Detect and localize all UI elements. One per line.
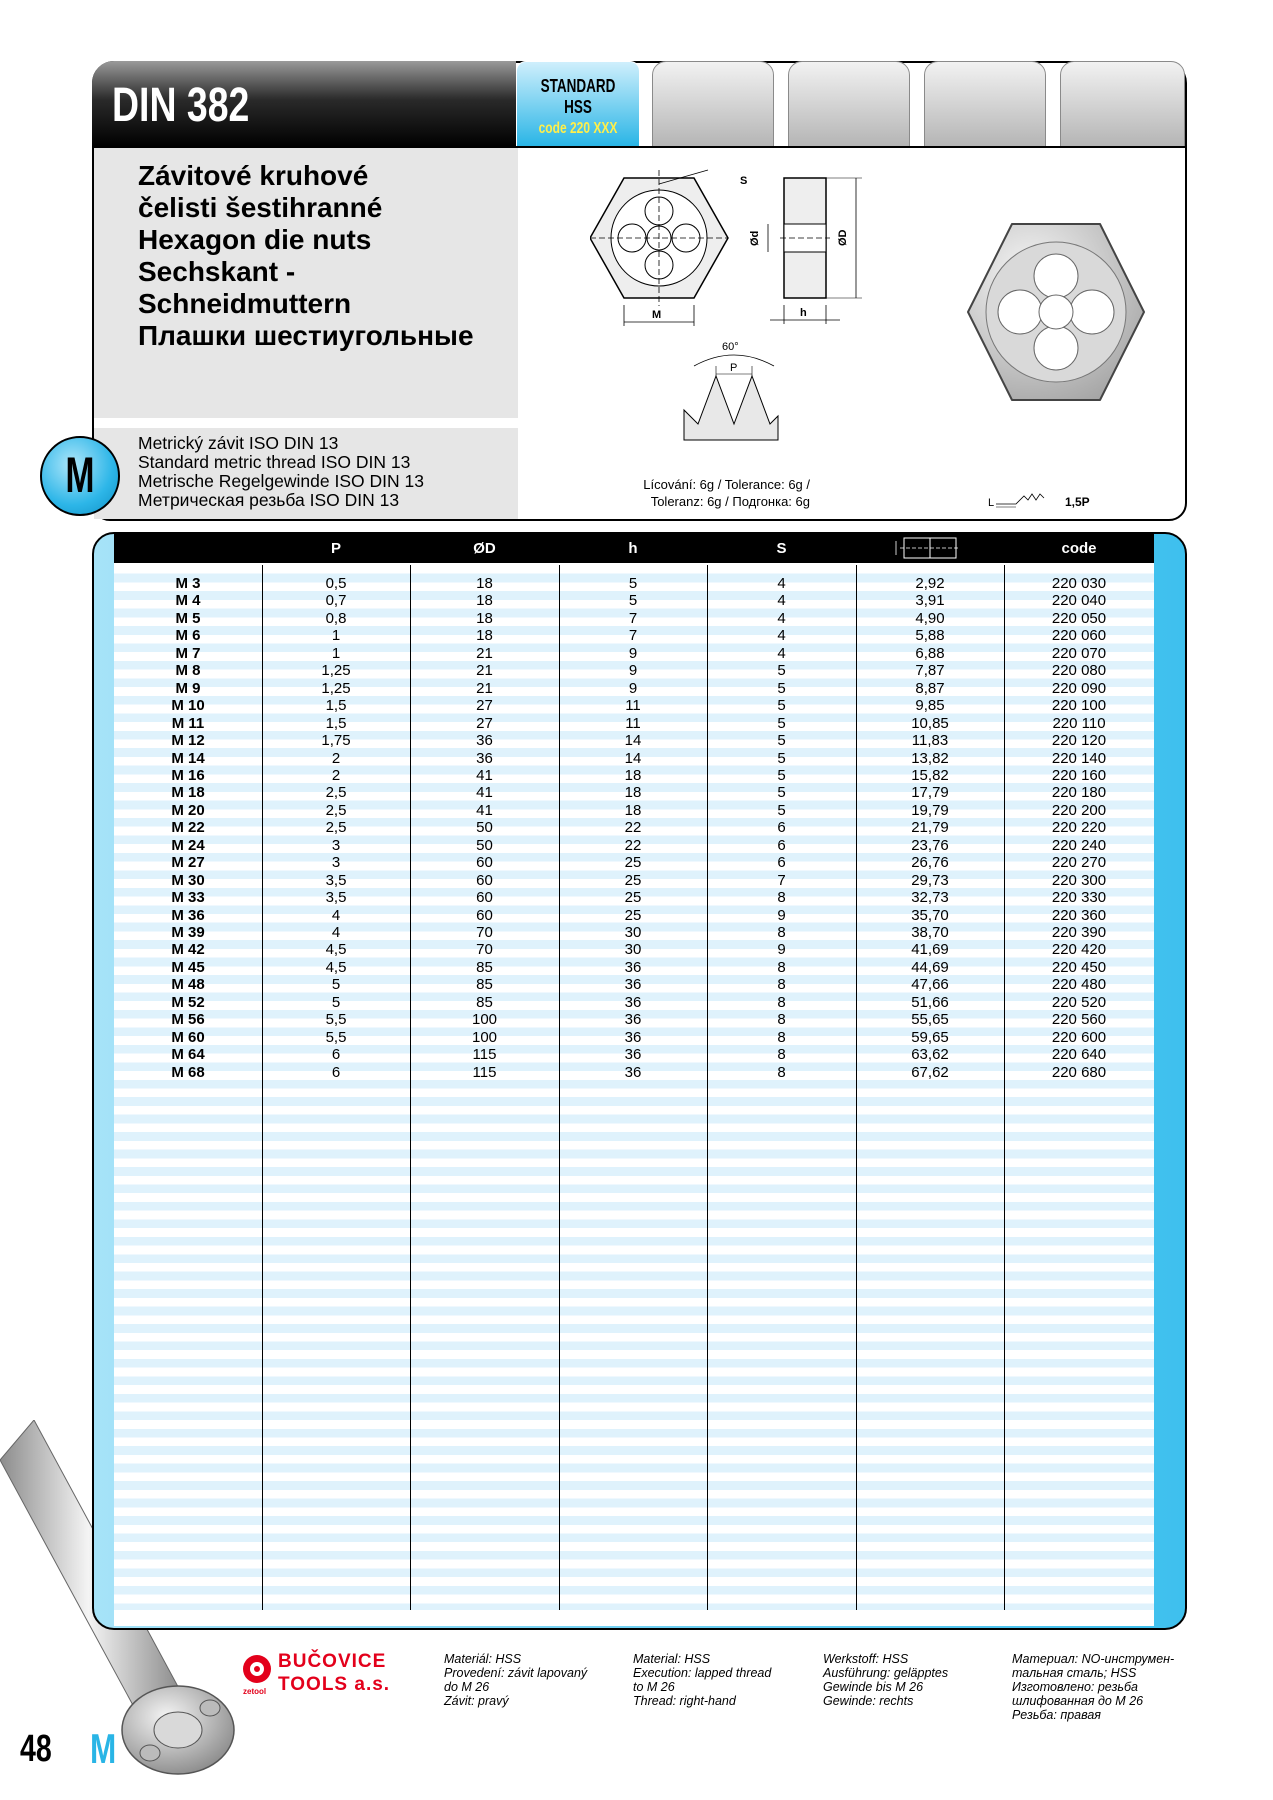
table-cell: 8 (777, 889, 786, 907)
table-cell: 85 (476, 993, 493, 1011)
col-header-bore-icon (890, 535, 970, 561)
row-size-label: M 24 (171, 836, 205, 854)
row-size-label: M 30 (171, 871, 205, 889)
table-cell: 5 (777, 801, 786, 819)
footer-text: do M 26 (444, 1680, 490, 1694)
table-cell: 8 (777, 1011, 786, 1029)
tolerance-line-1: Lícování: 6g / Tolerance: 6g / (643, 477, 810, 492)
table-cell: 220 560 (1051, 1011, 1107, 1029)
table-cell: 36 (624, 1046, 642, 1064)
table-cell: 8 (777, 976, 786, 994)
table-cell: 60 (476, 889, 493, 907)
label-d: Ød (749, 230, 761, 246)
table-cell: 1 (331, 644, 341, 662)
technical-drawing (590, 160, 890, 450)
table-cell: 4 (777, 644, 786, 662)
table-cell: 14 (624, 732, 642, 750)
table-cell: 4 (331, 906, 341, 924)
table-cell: 4,5 (325, 941, 347, 959)
footer-col-de (823, 1652, 1003, 1708)
table-cell: 5,5 (325, 1011, 347, 1029)
table-cell: 5 (331, 976, 341, 994)
table-cell: 18 (476, 575, 493, 592)
row-size-label: M 11 (171, 714, 205, 732)
table-cell: 220 450 (1051, 958, 1107, 976)
row-size-label: M 64 (171, 1046, 205, 1064)
table-cell: 4 (777, 575, 786, 592)
row-size-label: M 5 (175, 609, 201, 627)
thread-standard-ru: Метрическая резьба ISO DIN 13 (138, 490, 400, 510)
table-cell: 220 100 (1051, 697, 1107, 715)
table-cell: 5 (777, 662, 786, 680)
table-cell: 220 110 (1052, 714, 1106, 732)
table-cell: 5 (777, 766, 786, 784)
table-cell: 5 (777, 714, 786, 732)
table-cell: 4 (777, 609, 786, 627)
table-cell: 11 (625, 714, 641, 732)
table-cell: 25 (624, 906, 642, 924)
table-cell: 85 (476, 976, 493, 994)
table-cell: 36 (476, 749, 493, 767)
name-ru: Плашки шестиугольные (138, 320, 474, 351)
table-cell: 1,75 (321, 732, 351, 750)
table-cell: 7 (777, 871, 786, 889)
page-title: DIN 382 (112, 79, 250, 132)
col-header-od: ØD (473, 540, 496, 557)
table-cell: 0,7 (325, 592, 347, 610)
name-en: Hexagon die nuts (138, 224, 372, 255)
table-cell: 11 (625, 697, 641, 715)
chamfer-l-label: L (988, 497, 995, 508)
tolerance-line-2: Toleranz: 6g / Подгонка: 6g (650, 494, 810, 509)
table-cell: 18 (624, 784, 642, 802)
row-size-label: M 4 (175, 592, 201, 610)
table-cell: 41,69 (911, 941, 949, 959)
table-cell: 5 (777, 679, 786, 697)
table-cell: 9 (777, 941, 786, 959)
table-cell: 220 600 (1051, 1028, 1107, 1046)
table-cell: 1,25 (321, 662, 351, 680)
table-cell: 5 (628, 592, 638, 610)
table-cell: 15,82 (911, 766, 949, 784)
row-size-label: M 14 (171, 749, 205, 767)
table-cell: 35,70 (911, 906, 949, 924)
table-cell: 36 (624, 1011, 642, 1029)
row-size-label: M 22 (171, 819, 205, 837)
name-de-2: Schneidmuttern (138, 288, 352, 319)
footer-text: Gewinde bis M 26 (823, 1680, 924, 1694)
table-cell: 115 (472, 1063, 497, 1081)
table-cell: 5 (777, 697, 786, 715)
table-cell: 36 (476, 732, 493, 750)
footer-text: Material: HSS (633, 1652, 711, 1666)
table-cell: 1,5 (325, 714, 347, 732)
table-cell: 220 390 (1051, 924, 1107, 941)
table-cell: 70 (476, 941, 493, 959)
table-cell: 220 050 (1051, 609, 1107, 627)
table-cell: 220 180 (1051, 784, 1107, 802)
table-cell: 220 030 (1051, 575, 1107, 592)
table-cell: 9 (628, 644, 638, 662)
thread-standard-de: Metrische Regelgewinde ISO DIN 13 (138, 471, 424, 491)
page-section: M (90, 1725, 117, 1772)
tab-standard-hss[interactable] (516, 61, 640, 147)
table-cell: 50 (476, 819, 493, 837)
table-cell: 8 (777, 924, 786, 941)
row-size-label: M 9 (175, 679, 201, 697)
table-cell: 115 (472, 1046, 497, 1064)
table-cell: 2,92 (915, 575, 945, 592)
footer-text: тальная сталь; HSS (1012, 1666, 1137, 1680)
table-cell: 100 (471, 1011, 498, 1029)
table-cell: 41 (476, 784, 493, 802)
label-p: P (730, 362, 738, 374)
table-cell: 220 120 (1051, 732, 1107, 750)
footer-text: Werkstoff: HSS (823, 1652, 909, 1666)
table-cell: 10,85 (911, 714, 949, 732)
table-cell: 5,5 (325, 1028, 347, 1046)
table-cell: 22 (624, 819, 642, 837)
table-cell: 5,88 (915, 627, 945, 645)
table-cell: 30 (624, 941, 642, 959)
table-cell: 8 (777, 958, 786, 976)
table-cell: 220 070 (1051, 644, 1107, 662)
footer-text: Ausführung: geläpptes (823, 1666, 949, 1680)
table-cell: 220 270 (1051, 854, 1107, 872)
table-cell: 13,82 (911, 749, 949, 767)
footer-col-cz (444, 1652, 624, 1708)
table-cell: 2 (331, 749, 341, 767)
table-cell: 4,90 (915, 609, 945, 627)
label-h: h (800, 307, 807, 319)
footer-text: Materiál: HSS (444, 1652, 522, 1666)
table-cell: 3 (331, 836, 341, 854)
name-de-1: Sechskant - (138, 256, 296, 287)
col-header-code: code (1061, 540, 1097, 557)
table-cell: 51,66 (911, 993, 949, 1011)
footer-col-en (633, 1652, 813, 1708)
table-cell: 18 (476, 627, 493, 645)
table-cell: 9 (777, 906, 786, 924)
footer-text: Gewinde: rechts (823, 1694, 914, 1708)
table-cell: 2,5 (325, 819, 347, 837)
table-cell: 44,69 (911, 958, 949, 976)
thread-standard-text (138, 434, 424, 510)
footer-text: Execution: lapped thread (633, 1666, 772, 1680)
footer-col-ru (1012, 1652, 1197, 1722)
table-cell: 36 (624, 1028, 642, 1046)
table-cell: 6 (777, 836, 786, 854)
table-cell: 9 (628, 679, 638, 697)
table-cell: 6,88 (915, 644, 945, 662)
footer-text: Изготовлено: резьба (1012, 1680, 1138, 1694)
table-cell: 8 (777, 993, 786, 1011)
footer-text: Thread: right-hand (633, 1694, 736, 1708)
table-cell: 63,62 (911, 1046, 949, 1064)
brand-name-line2: TOOLS a.s. (278, 1674, 391, 1695)
row-size-label: M 48 (171, 976, 205, 994)
product-names (138, 160, 474, 352)
table-cell: 220 140 (1051, 749, 1107, 767)
table-cell: 4 (331, 924, 341, 941)
table-cell: 36 (624, 958, 642, 976)
tab-empty-4[interactable] (1060, 61, 1185, 147)
label-s: S (740, 175, 748, 187)
table-cell: 85 (476, 958, 493, 976)
table-cell: 220 240 (1051, 836, 1107, 854)
table-cell: 220 640 (1051, 1046, 1107, 1064)
table-cell: 60 (476, 906, 493, 924)
tolerance-text (634, 476, 810, 510)
table-cell: 220 060 (1051, 627, 1107, 645)
table-cell: 220 330 (1051, 889, 1107, 907)
table-cell: 22 (624, 836, 642, 854)
table-cell: 7 (628, 627, 638, 645)
table-cell: 59,65 (911, 1028, 949, 1046)
row-size-label: M 60 (171, 1028, 205, 1046)
table-cell: 3 (331, 854, 341, 872)
table-cell: 41 (476, 766, 493, 784)
table-cell: 2,5 (325, 801, 347, 819)
footer-text: шлифованная до M 26 (1012, 1694, 1144, 1708)
label-angle: 60° (722, 341, 739, 353)
chamfer-value: 1,5P (1065, 495, 1090, 509)
table-cell: 41 (476, 801, 493, 819)
table-cell: 67,62 (911, 1063, 949, 1081)
table-cell: 100 (471, 1028, 498, 1046)
table-cell: 32,73 (911, 889, 949, 907)
table-cell: 220 090 (1051, 679, 1107, 697)
table-cell: 8,87 (915, 679, 945, 697)
table-cell: 25 (624, 854, 642, 872)
row-size-label: M 56 (171, 1011, 205, 1029)
table-cell: 27 (476, 697, 493, 715)
name-cz-2: čelisti šestihranné (138, 192, 383, 223)
table-cell: 17,79 (911, 784, 949, 802)
row-size-label: M 12 (171, 732, 205, 750)
brand-logo-icon (240, 1652, 274, 1696)
table-cell: 5 (777, 749, 786, 767)
brand-name-line1: BUČOVICE (278, 1651, 387, 1672)
table-cell: 38,70 (911, 924, 949, 941)
label-m: M (652, 309, 662, 321)
table-cell: 220 200 (1051, 801, 1107, 819)
table-cell: 70 (476, 924, 493, 941)
row-size-label: M 3 (175, 575, 201, 592)
table-cell: 30 (624, 924, 642, 941)
table-cell: 5 (777, 732, 786, 750)
row-size-label: M 45 (171, 958, 205, 976)
table-cell: 18 (476, 609, 493, 627)
table-cell: 23,76 (911, 836, 949, 854)
table-cell: 27 (476, 714, 493, 732)
table-cell: 36 (624, 993, 642, 1011)
footer-text: Provedení: závit lapovaný (444, 1666, 588, 1680)
table-cell: 220 360 (1051, 906, 1107, 924)
row-size-label: M 33 (171, 889, 205, 907)
table-cell: 220 080 (1051, 662, 1107, 680)
table-cell: 1 (331, 627, 341, 645)
table-cell: 18 (476, 592, 493, 610)
tab-empty-3[interactable] (924, 61, 1046, 147)
table-cell: 1,5 (325, 697, 347, 715)
footer-text: Závit: pravý (444, 1694, 509, 1708)
table-cell: 0,5 (325, 575, 347, 592)
row-size-label: M 39 (171, 924, 205, 941)
table-cell: 6 (777, 819, 786, 837)
table-cell: 220 160 (1051, 766, 1107, 784)
table-cell: 60 (476, 854, 493, 872)
table-cell: 55,65 (911, 1011, 949, 1029)
table-cell: 21 (476, 644, 493, 662)
table-cell: 9,85 (915, 697, 945, 715)
table-cell: 36 (624, 1063, 642, 1081)
label-D: ØD (837, 229, 849, 246)
tab-standard-code: code 220 XXX (538, 120, 618, 137)
table-cell: 4,5 (325, 958, 347, 976)
footer-text: Материал: NO-инструмен- (1012, 1652, 1175, 1666)
table-cell: 220 480 (1051, 976, 1107, 994)
table-cell: 19,79 (911, 801, 949, 819)
table-cell: 3,5 (325, 889, 347, 907)
thread-standard-en: Standard metric thread ISO DIN 13 (138, 452, 411, 472)
name-cz-1: Závitové kruhové (138, 160, 369, 191)
row-size-label: M 8 (175, 662, 201, 680)
table-cell: 220 680 (1051, 1063, 1107, 1081)
table-cell: 4 (777, 592, 786, 610)
table-cell: 29,73 (911, 871, 949, 889)
row-size-label: M 20 (171, 801, 205, 819)
table-cell: 11,83 (911, 732, 949, 750)
section-badge-letter: M (65, 447, 95, 503)
table-cell: 3,5 (325, 871, 347, 889)
tab-empty-2[interactable] (788, 61, 910, 147)
table-cell: 1,25 (321, 679, 351, 697)
table-cell: 220 220 (1051, 819, 1107, 837)
table-cell: 14 (624, 749, 642, 767)
table-cell: 220 040 (1051, 592, 1107, 610)
table-cell: 7 (628, 609, 638, 627)
table-cell: 8 (777, 1063, 786, 1081)
table-cell: 5 (628, 575, 638, 592)
col-header-p: P (330, 540, 341, 557)
table-cell: 25 (624, 871, 642, 889)
row-size-label: M 42 (171, 941, 205, 959)
col-header-s: S (776, 540, 787, 557)
footer-text: Резьба: правая (1012, 1708, 1101, 1722)
table-cell: 6 (777, 854, 786, 872)
row-size-label: M 16 (171, 766, 205, 784)
table-cell: 3,91 (915, 592, 945, 610)
table-cell: 8 (777, 1046, 786, 1064)
logo-text: zetool (243, 1687, 267, 1696)
table-cell: 9 (628, 662, 638, 680)
row-size-label: M 10 (171, 697, 205, 715)
tab-standard-label: STANDARD HSS (540, 76, 616, 117)
row-size-label: M 36 (171, 906, 205, 924)
table-cell: 18 (624, 801, 642, 819)
table-cell: 60 (476, 871, 493, 889)
footer-text: to M 26 (633, 1680, 675, 1694)
table-cell: 21 (476, 679, 493, 697)
table-cell: 7,87 (915, 662, 945, 680)
table-cell: 4 (777, 627, 786, 645)
table-cell: 220 420 (1051, 941, 1107, 959)
row-size-label: M 18 (171, 784, 205, 802)
table-cell: 26,76 (911, 854, 949, 872)
table-cell: 0,8 (325, 609, 347, 627)
tab-empty-1[interactable] (652, 61, 774, 147)
product-photo (962, 218, 1150, 406)
row-size-label: M 27 (171, 854, 205, 872)
table-cell: 5 (331, 993, 341, 1011)
row-size-label: M 6 (175, 627, 201, 645)
table-cell: 220 520 (1051, 993, 1107, 1011)
table-cell: 220 300 (1051, 871, 1107, 889)
thread-standard-cz: Metrický závit ISO DIN 13 (138, 433, 339, 453)
row-size-label: M 7 (175, 644, 201, 662)
table-cell: 18 (624, 766, 642, 784)
table-cell: 21 (476, 662, 493, 680)
table-cell: 2 (331, 766, 341, 784)
table-cell: 2,5 (325, 784, 347, 802)
table-cell: 21,79 (911, 819, 949, 837)
table-cell: 6 (331, 1063, 341, 1081)
table-cell: 8 (777, 1028, 786, 1046)
table-cell: 36 (624, 976, 642, 994)
table-cell: 47,66 (911, 976, 949, 994)
page-number: 48 (20, 1728, 52, 1770)
table-cell: 6 (331, 1046, 341, 1064)
row-size-label: M 52 (171, 993, 205, 1011)
table-cell: 50 (476, 836, 493, 854)
row-size-label: M 68 (171, 1063, 205, 1081)
chamfer-icon (988, 488, 1048, 508)
col-header-h: h (628, 540, 638, 557)
table-cell: 25 (624, 889, 642, 907)
table-cell: 5 (777, 784, 786, 802)
